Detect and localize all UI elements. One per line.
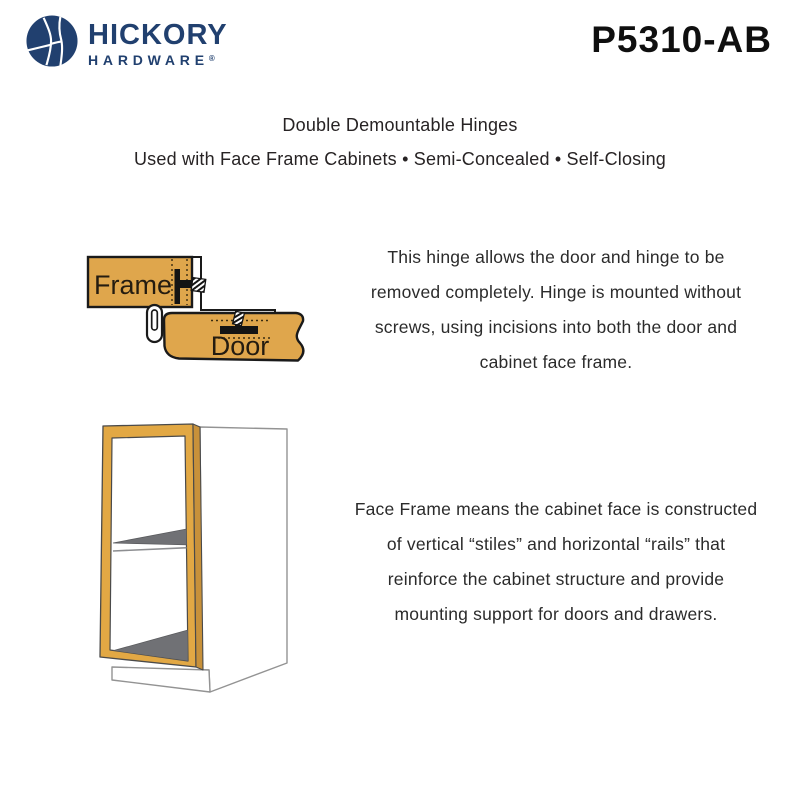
hinge-clip-loop [147,305,162,342]
brand-name-line2: HARDWARE® [88,52,215,68]
brand-name [88,21,228,67]
cabinet-side-panel [200,427,287,692]
face-frame-description-line: mounting support for doors and drawers. [394,604,718,624]
frame-label: Frame [94,270,173,300]
face-frame-description-line: Face Frame means the cabinet face is constructed [354,499,758,519]
hinge-description-line: screws, using incisions into both the door and [374,317,738,337]
hinge-description [330,240,782,380]
hinge-description-line: removed completely. Hinge is mounted without [370,282,742,302]
frame-board [88,257,206,307]
cabinet-base [112,667,210,692]
face-frame-cabinet-diagram [88,400,303,700]
brand-name-line1: HICKORY [88,19,228,51]
hinge-description-line: This hinge allows the door and hinge to be [387,247,725,267]
hinge-diagram [72,236,322,384]
door-board [164,311,303,361]
face-frame-description-line: reinforce the cabinet structure and provide [387,569,725,589]
title-line-2: Used with Face Frame Cabinets • Semi-Concealed • Self-Closing [133,149,666,169]
title-line-1: Double Demountable Hinges [282,115,518,135]
face-frame-description [330,492,782,632]
hickory-hardware-logo-icon [26,15,78,67]
registered-mark: ® [208,54,215,63]
door-label: Door [210,331,270,361]
hinge-description-line: cabinet face frame. [479,352,633,372]
product-code: P5310-AB [591,19,772,60]
face-frame-description-line: of vertical “stiles” and horizontal “rails” that [386,534,726,554]
frame-screw-icon [191,278,206,293]
page-title [0,108,800,176]
frame-hinge-plate [175,269,181,304]
